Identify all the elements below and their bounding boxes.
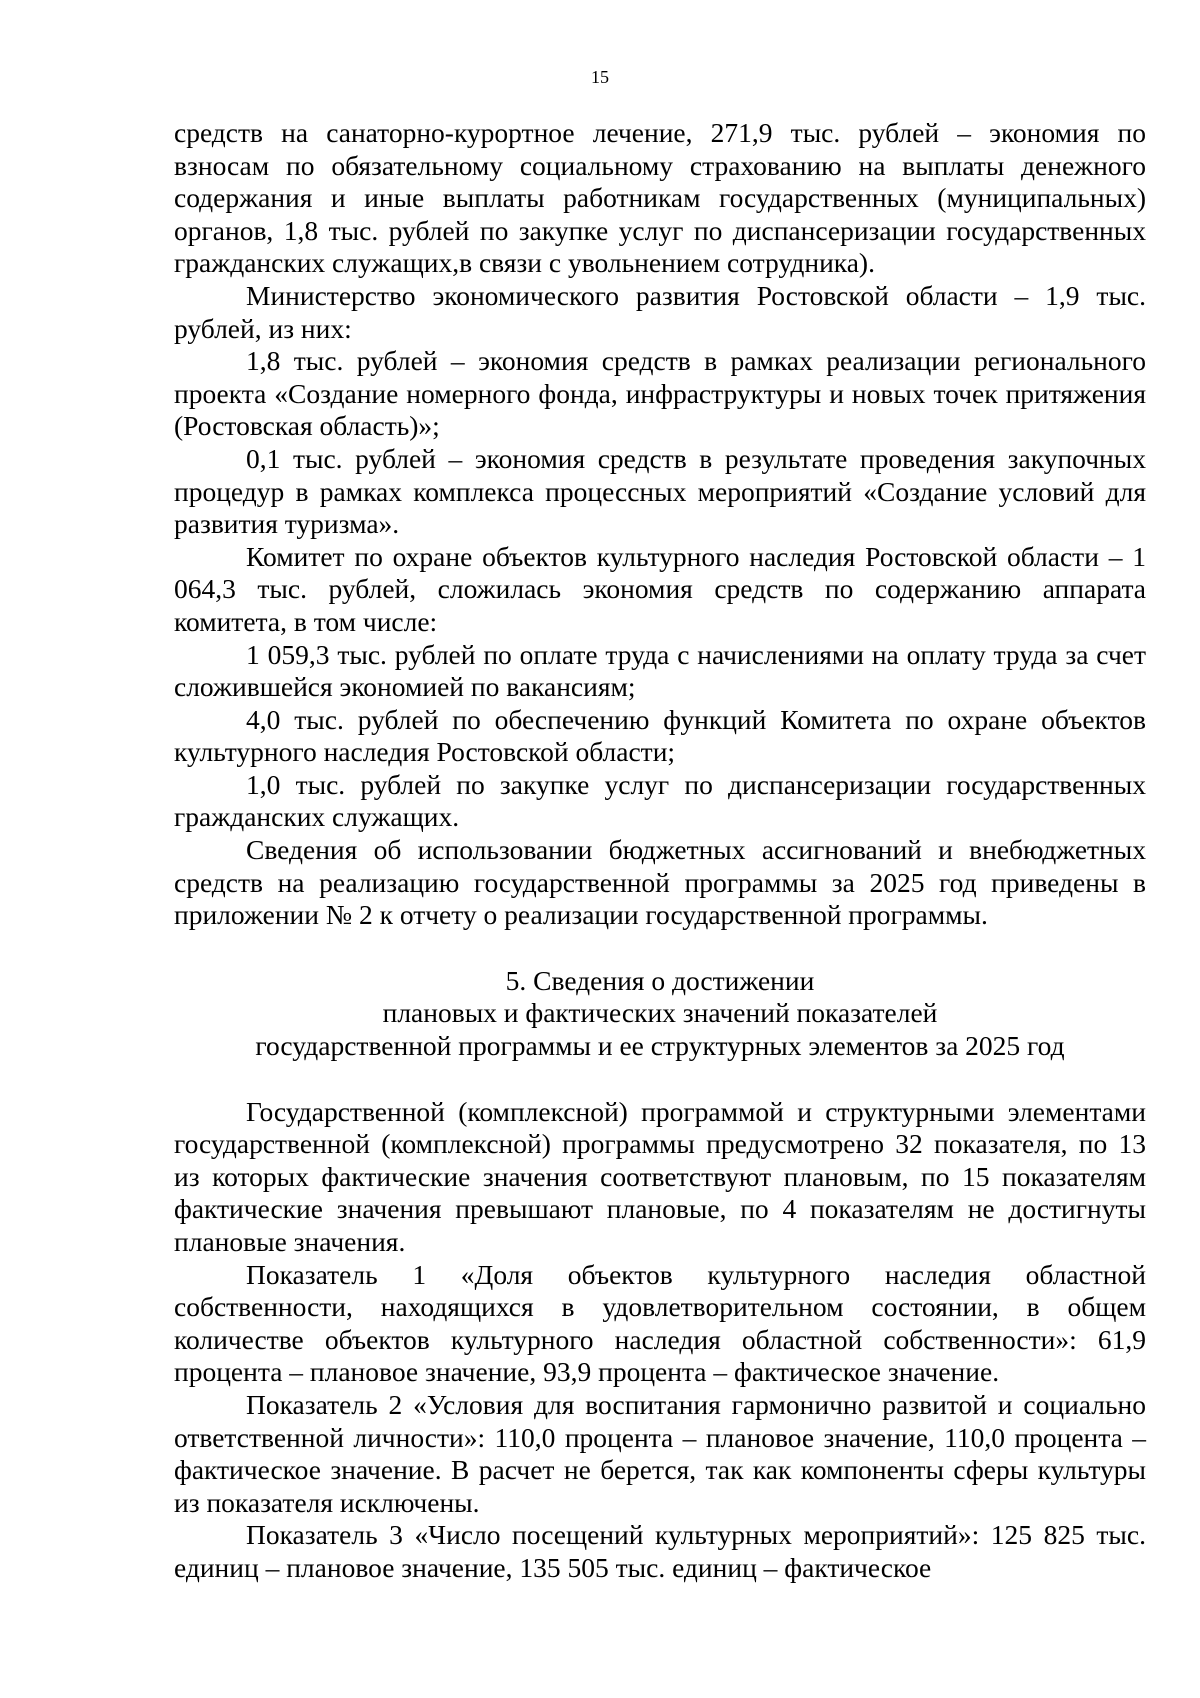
document-body [174, 117, 1146, 1585]
paragraph-indicator-1: Показатель 1 «Доля объектов культурного наследия областной собственности, находящихся в удовлетворительном состоянии, в общем количестве объектов культурного наследия областной собственности»: 61,9 процента – плановое значение, 93,9 процента – фактическое значение. [174, 1258, 1146, 1388]
paragraph-committee-functions-savings: 4,0 тыс. рублей по обеспечению функций Комитета по охране объектов культурного наследия Ростовской области; [174, 703, 1146, 768]
paragraph-continuation: средств на санаторно-курортное лечение, 271,9 тыс. рублей – экономия по взносам по обязательному социальному страхованию на выплаты денежного содержания и иные выплаты работникам государственных (муниципальных) органов, 1,8 тыс. рублей по закупке услуг по диспансеризации государственных гражданских служащих,в связи с увольнением сотрудника). [174, 117, 1146, 279]
section-heading-line-1: 5. Сведения о достижении [505, 964, 815, 996]
paragraph-medical-exam-savings: 1,0 тыс. рублей по закупке услуг по диспансеризации государственных гражданских служащих. [174, 768, 1146, 833]
paragraph-regional-project-savings: 1,8 тыс. рублей – экономия средств в рамках реализации регионального проекта «Создание номерного фонда, инфраструктуры и новых точек притяжения (Ростовская область)»; [174, 345, 1146, 442]
section-heading-line-2: плановых и фактических значений показателей [382, 997, 938, 1029]
paragraph-labor-payment-savings: 1 059,3 тыс. рублей по оплате труда с начислениями на оплату труда за счет сложившейся экономией по вакансиям; [174, 638, 1146, 703]
paragraph-heritage-committee: Комитет по охране объектов культурного наследия Ростовской области – 1 064,3 тыс. рублей, сложилась экономия средств по содержанию аппарата комитета, в том числе: [174, 540, 1146, 637]
section-heading-line-3: государственной программы и ее структурных элементов за 2025 год [255, 1030, 1065, 1062]
section-heading [174, 965, 1146, 1063]
page-number: 15 [591, 67, 609, 87]
paragraph-budget-appendix-reference: Сведения об использовании бюджетных ассигнований и внебюджетных средств на реализацию государственной программы за 2025 год приведены в приложении № 2 к отчету о реализации государственной программы. [174, 834, 1146, 931]
paragraph-ministry-economic-development: Министерство экономического развития Ростовской области – 1,9 тыс. рублей, из них: [174, 279, 1146, 344]
paragraph-indicators-summary: Государственной (комплексной) программой и структурными элементами государственной (комплексной) программы предусмотрено 32 показателя, по 13 из которых фактические значения соответствуют плановым, по 15 показателям фактические значения превышают плановые, по 4 показателям не достигнуты плановые значения. [174, 1095, 1146, 1257]
paragraph-procurement-savings: 0,1 тыс. рублей – экономия средств в результате проведения закупочных процедур в рамках комплекса процессных мероприятий «Создание условий для развития туризма». [174, 442, 1146, 540]
paragraph-indicator-3: Показатель 3 «Число посещений культурных мероприятий»: 125 825 тыс. единиц – плановое значение, 135 505 тыс. единиц – фактическое [174, 1519, 1146, 1583]
paragraph-indicator-2: Показатель 2 «Условия для воспитания гармонично развитой и социально ответственной личности»: 110,0 процента – плановое значение, 110,0 процента – фактическое значение. В расчет не берется, так как компоненты сферы культуры из показателя исключены. [174, 1388, 1146, 1518]
